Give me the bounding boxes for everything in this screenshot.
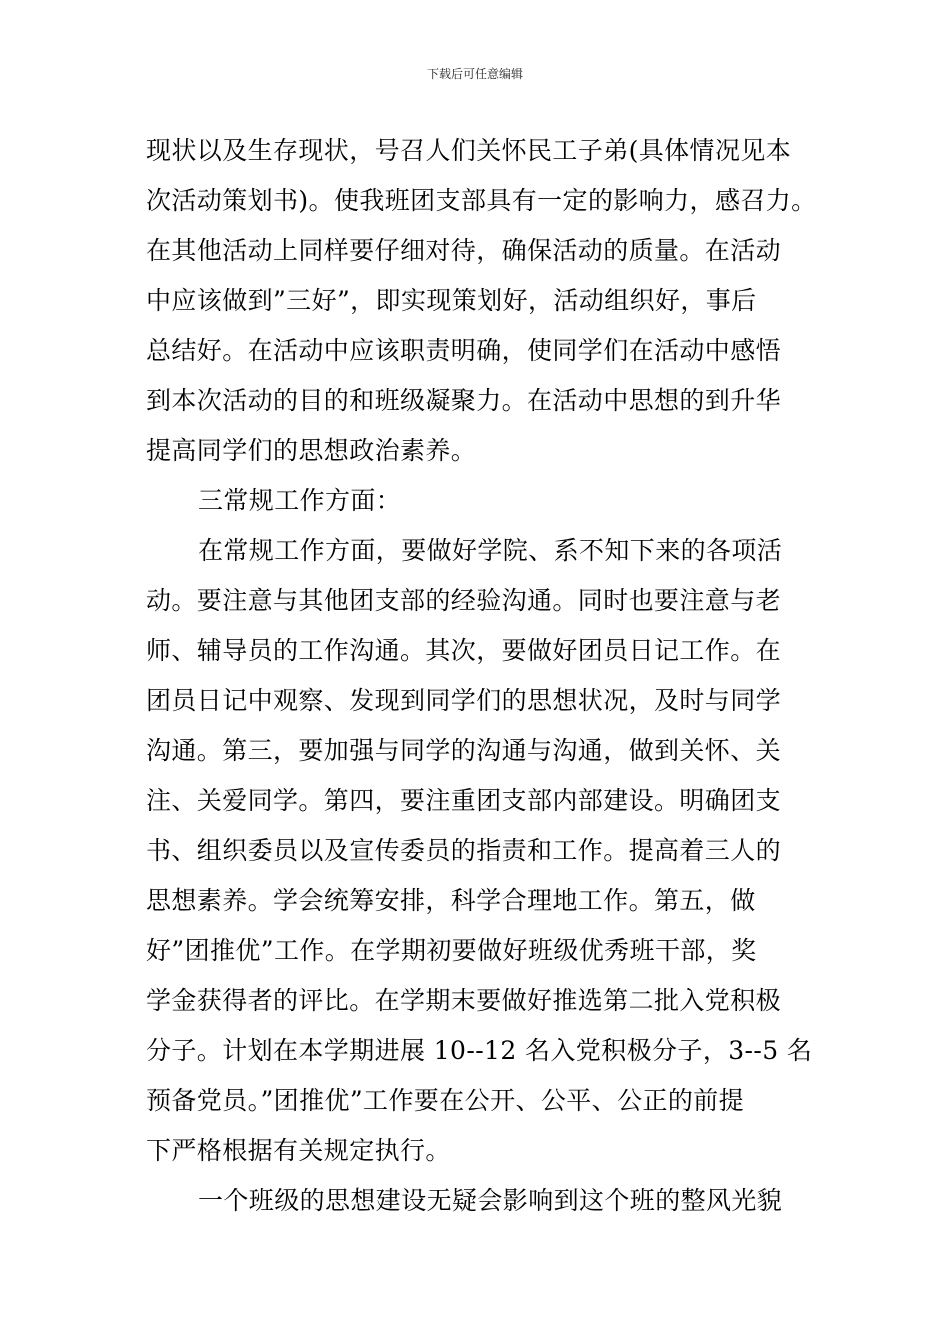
text-line: 总结好。在活动中应该职责明确，使同学们在活动中感悟 <box>146 336 782 365</box>
text-line: 提高同学们的思想政治素养。 <box>146 436 477 465</box>
paragraph-class-ideology <box>146 1176 816 1226</box>
text-line: 中应该做到”三好”，即实现策划好，活动组织好，事后 <box>146 286 757 315</box>
page-header-note: 下载后可任意编辑 <box>426 67 523 81</box>
text-line: 在其他活动上同样要仔细对待，确保活动的质量。在活动 <box>146 236 782 265</box>
text-line: 注、关爱同学。第四，要注重团支部内部建设。明确团支 <box>146 786 782 815</box>
text-line: 预备党员。”团推优”工作要在公开、公平、公正的前提 <box>146 1086 745 1115</box>
paragraph-routine-work <box>146 526 816 1176</box>
text-line: 一个班级的思想建设无疑会影响到这个班的整风光貌 <box>198 1186 783 1215</box>
text-line: 次活动策划书)。使我班团支部具有一定的影响力，感召力。 <box>146 186 817 215</box>
text-line: 分子。计划在本学期进展 10--12 名入党积极分子，3--5 名 <box>146 1036 813 1065</box>
text-line: 到本次活动的目的和班级凝聚力。在活动中思想的到升华 <box>146 386 782 415</box>
text-line: 沟通。第三，要加强与同学的沟通与沟通，做到关怀、关 <box>146 736 782 765</box>
section-heading: 三常规工作方面： <box>198 486 402 515</box>
text-line: 团员日记中观察、发现到同学们的思想状况，及时与同学 <box>146 686 782 715</box>
text-line: 好”团推优”工作。在学期初要做好班级优秀班干部，奖 <box>146 936 757 965</box>
document-body <box>146 126 816 1226</box>
text-line: 书、组织委员以及宣传委员的指责和工作。提高着三人的 <box>146 836 782 865</box>
text-line: 学金获得者的评比。在学期末要做好推选第二批入党积极 <box>146 986 782 1015</box>
text-line: 下严格根据有关规定执行。 <box>146 1136 451 1165</box>
text-line: 现状以及生存现状，号召人们关怀民工子弟(具体情况见本 <box>146 136 792 165</box>
text-line: 思想素养。学会统筹安排，科学合理地工作。第五，做 <box>146 886 756 915</box>
text-line: 动。要注意与其他团支部的经验沟通。同时也要注意与老 <box>146 586 782 615</box>
section-heading-routine-work <box>146 476 816 526</box>
paragraph-activity-continuation <box>146 126 816 476</box>
text-line: 在常规工作方面，要做好学院、系不知下来的各项活 <box>198 536 783 565</box>
text-line: 师、辅导员的工作沟通。其次，要做好团员日记工作。在 <box>146 636 782 665</box>
